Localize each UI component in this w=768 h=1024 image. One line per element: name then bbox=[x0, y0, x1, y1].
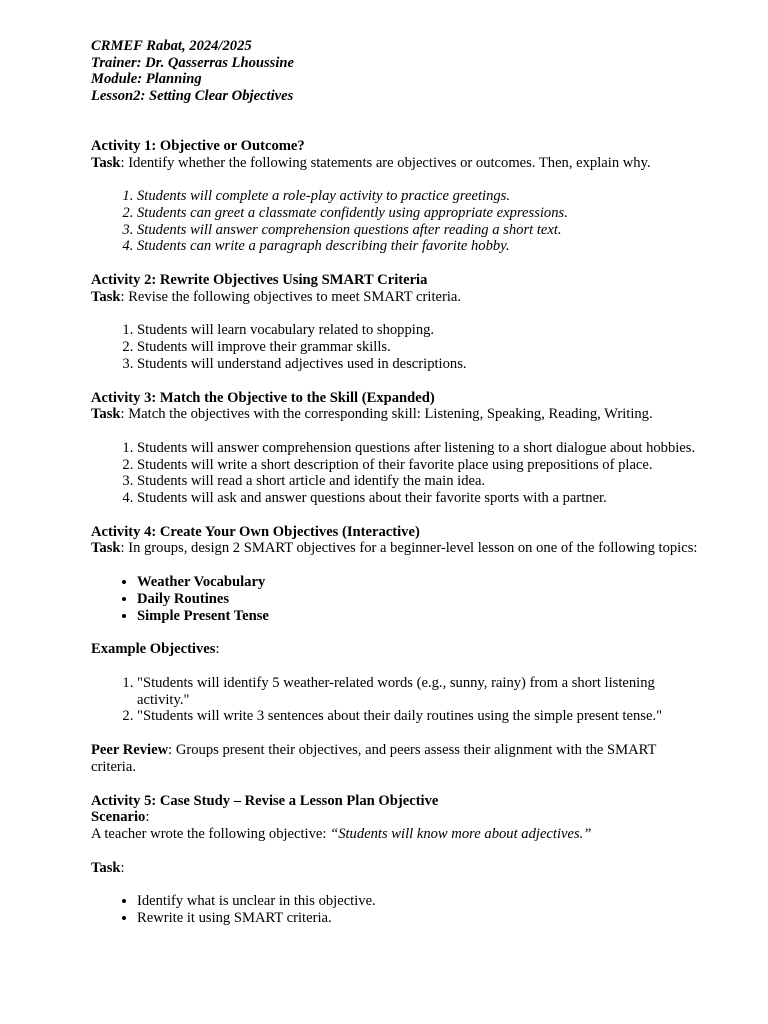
activity-4-topics-list bbox=[91, 574, 701, 624]
list-item: 2. Students will write a short description of their favorite place using prepositions of place. bbox=[137, 457, 701, 474]
activity-2-list bbox=[91, 322, 701, 372]
list-item: 4. Students will ask and answer questions about their favorite sports with a partner. bbox=[137, 490, 701, 507]
list-item: 2. Students will improve their grammar skills. bbox=[137, 339, 701, 356]
list-item: 2. "Students will write 3 sentences about their daily routines using the simple present tense." bbox=[137, 708, 701, 725]
task-text: : Identify whether the following statements are objectives or outcomes. Then, explain why. bbox=[120, 154, 651, 171]
peer-review-paragraph bbox=[91, 742, 701, 775]
activity-3-list bbox=[91, 440, 701, 507]
activity-5-task-label bbox=[91, 860, 701, 877]
task-text: : Revise the following objectives to meet SMART criteria. bbox=[120, 288, 462, 305]
activity-2-task bbox=[91, 289, 701, 306]
task-label: Task bbox=[91, 154, 121, 171]
list-item: 1. "Students will identify 5 weather-related words (e.g., sunny, rainy) from a short listening activity." bbox=[137, 675, 701, 708]
activity-5-list bbox=[91, 893, 701, 926]
document-header bbox=[91, 38, 701, 105]
list-item: • Rewrite it using SMART criteria. bbox=[137, 910, 701, 927]
scenario-label bbox=[91, 809, 701, 826]
list-item: • Identify what is unclear in this objective. bbox=[137, 893, 701, 910]
header-institution: CRMEF Rabat, 2024/2025 bbox=[91, 38, 252, 54]
scenario-quote: “Students will know more about adjectives.” bbox=[330, 825, 592, 842]
scenario-label-colon: : bbox=[145, 809, 150, 826]
activity-5-heading: Activity 5: Case Study – Revise a Lesson Plan Objective bbox=[91, 792, 439, 809]
list-item: 1. Students will complete a role-play activity to practice greetings. bbox=[137, 188, 701, 205]
activity-2-section bbox=[91, 272, 701, 373]
task-text: : Match the objectives with the corresponding skill: Listening, Speaking, Reading, Writing. bbox=[120, 406, 653, 423]
activity-3-task bbox=[91, 406, 701, 423]
task-colon: : bbox=[120, 859, 125, 876]
list-item: • Simple Present Tense bbox=[137, 608, 701, 625]
activity-2-heading: Activity 2: Rewrite Objectives Using SMART Criteria bbox=[91, 272, 428, 289]
list-item: 1. Students will answer comprehension questions after listening to a short dialogue about hobbies. bbox=[137, 440, 701, 457]
peer-review-text: : Groups present their objectives, and peers assess their alignment with the SMART criteria. bbox=[91, 742, 657, 775]
scenario-label-text: Scenario bbox=[91, 809, 146, 826]
activity-3-section bbox=[91, 390, 701, 507]
example-objectives-list bbox=[91, 675, 701, 725]
header-lesson: Lesson2: Setting Clear Objectives bbox=[91, 88, 294, 105]
scenario-intro: A teacher wrote the following objective: bbox=[91, 825, 331, 842]
list-item: 3. Students will understand adjectives used in descriptions. bbox=[137, 356, 701, 373]
activity-1-section bbox=[91, 138, 701, 255]
list-item: 2. Students can greet a classmate confidently using appropriate expressions. bbox=[137, 205, 701, 222]
document-page bbox=[91, 38, 701, 927]
activity-3-heading: Activity 3: Match the Objective to the Skill (Expanded) bbox=[91, 389, 435, 406]
scenario-text bbox=[91, 826, 701, 843]
list-item: • Weather Vocabulary bbox=[137, 574, 701, 591]
activity-1-list bbox=[91, 188, 701, 255]
activity-4-heading: Activity 4: Create Your Own Objectives (Interactive) bbox=[91, 523, 420, 540]
list-item: 3. Students will answer comprehension questions after reading a short text. bbox=[137, 222, 701, 239]
example-label-text: Example Objectives bbox=[91, 641, 216, 658]
header-trainer: Trainer: Dr. Qasserras Lhoussine bbox=[91, 54, 295, 71]
activity-1-task bbox=[91, 155, 701, 172]
activity-4-task bbox=[91, 540, 701, 557]
activity-5-section bbox=[91, 793, 701, 927]
example-objectives-label bbox=[91, 641, 701, 658]
list-item: 1. Students will learn vocabulary related to shopping. bbox=[137, 322, 701, 339]
task-text: : In groups, design 2 SMART objectives for a beginner-level lesson on one of the following topics: bbox=[120, 540, 698, 557]
task-label: Task bbox=[91, 288, 121, 305]
list-item: • Daily Routines bbox=[137, 591, 701, 608]
header-module: Module: Planning bbox=[91, 71, 202, 88]
activity-4-section bbox=[91, 524, 701, 776]
task-label: Task bbox=[91, 859, 121, 876]
task-label: Task bbox=[91, 540, 121, 557]
task-label: Task bbox=[91, 406, 121, 423]
activity-1-heading: Activity 1: Objective or Outcome? bbox=[91, 137, 305, 154]
example-label-colon: : bbox=[215, 641, 220, 658]
peer-review-label: Peer Review bbox=[91, 742, 169, 759]
list-item: 4. Students can write a paragraph describing their favorite hobby. bbox=[137, 238, 701, 255]
list-item: 3. Students will read a short article and identify the main idea. bbox=[137, 473, 701, 490]
